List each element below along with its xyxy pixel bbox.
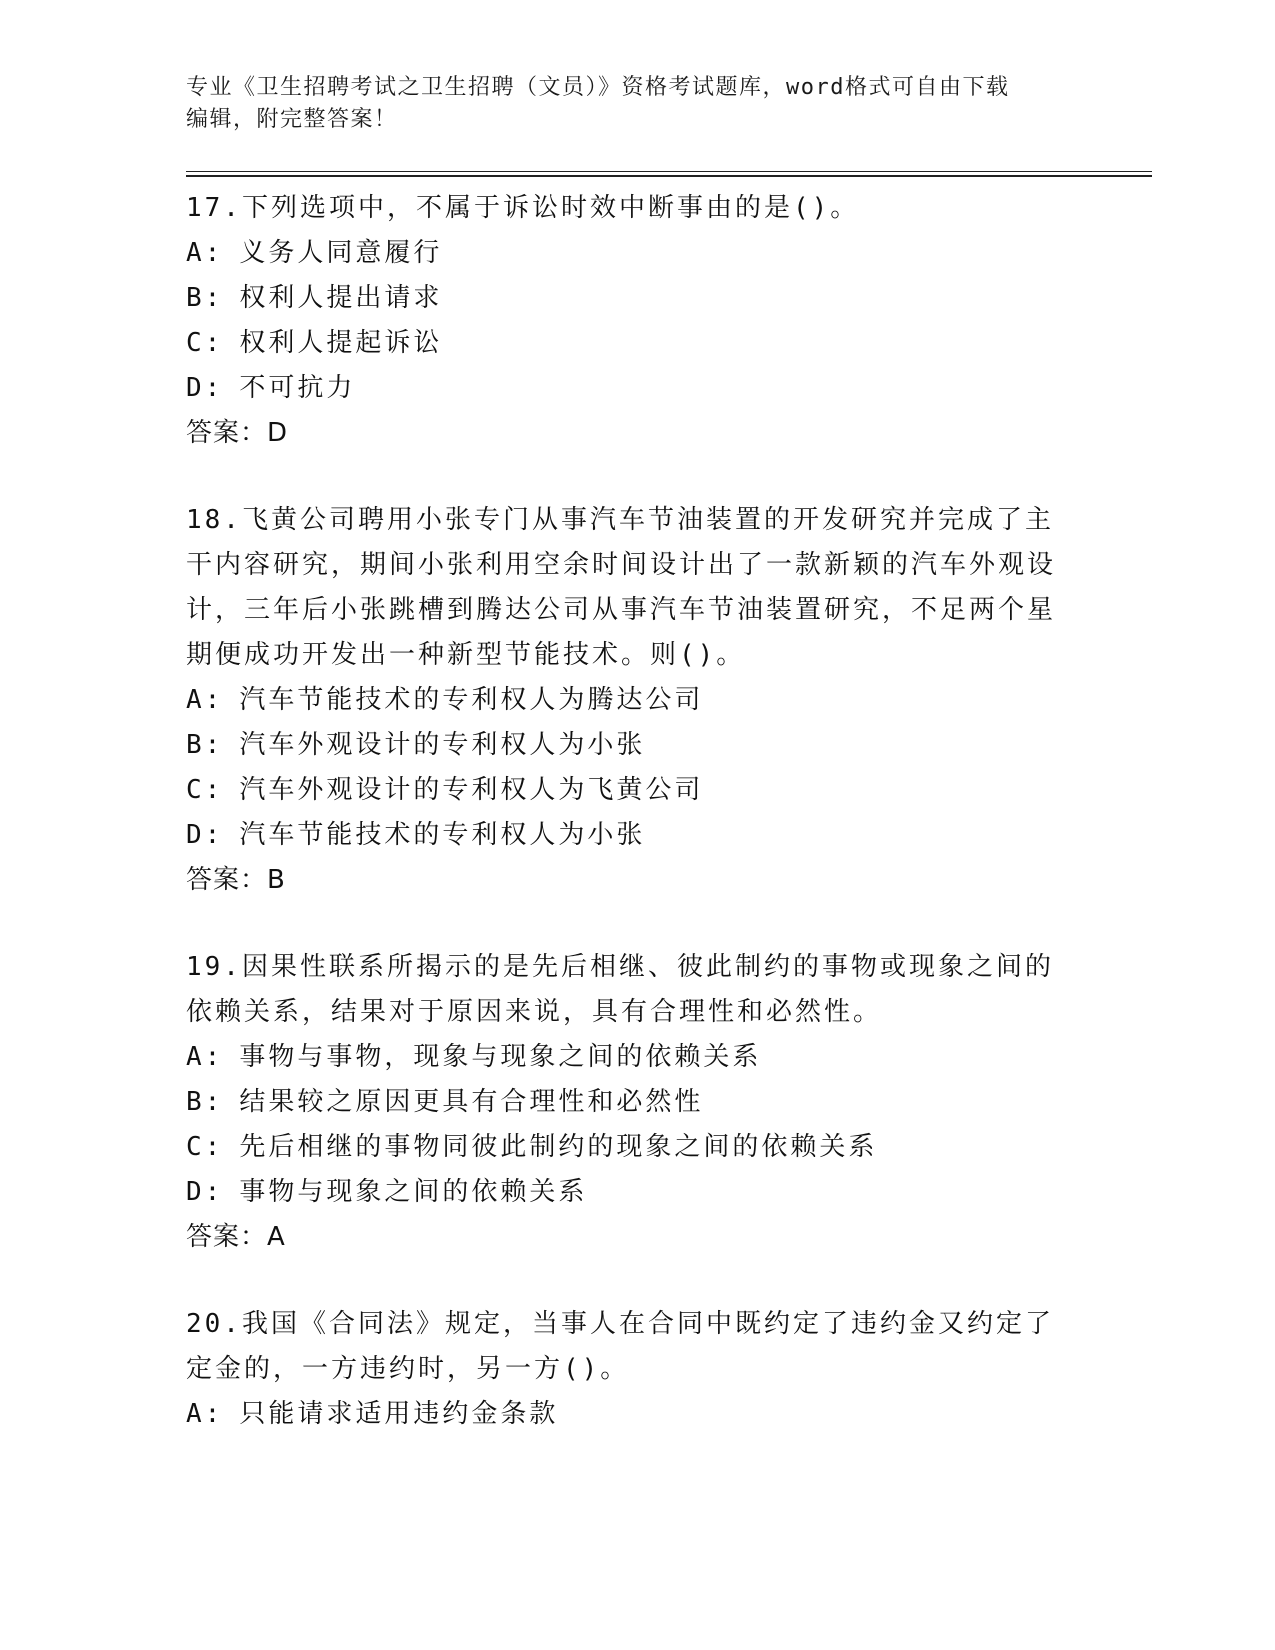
option-letter: B: bbox=[186, 1087, 224, 1117]
option-d bbox=[186, 1170, 1066, 1215]
question-19 bbox=[186, 945, 1066, 1260]
option-text: 汽车节能技术的专利权人为小张 bbox=[239, 820, 646, 850]
option-letter: D: bbox=[186, 373, 224, 403]
option-text: 不可抗力 bbox=[239, 373, 356, 403]
option-b bbox=[186, 723, 1066, 768]
option-letter: B: bbox=[186, 283, 224, 313]
option-text: 结果较之原因更具有合理性和必然性 bbox=[239, 1087, 704, 1117]
option-d bbox=[186, 366, 1066, 411]
question-stem: 19.因果性联系所揭示的是先后相继、彼此制约的事物或现象之间的依赖关系，结果对于原因来说，具有合理性和必然性。 bbox=[186, 952, 1054, 1027]
question-17 bbox=[186, 186, 1066, 456]
option-letter: D: bbox=[186, 1177, 224, 1207]
option-letter: B: bbox=[186, 730, 224, 760]
option-text: 义务人同意履行 bbox=[239, 238, 443, 268]
option-text: 事物与现象之间的依赖关系 bbox=[239, 1177, 588, 1207]
option-text: 权利人提起诉讼 bbox=[239, 328, 443, 358]
option-text: 汽车外观设计的专利权人为飞黄公司 bbox=[239, 775, 704, 805]
option-letter: C: bbox=[186, 328, 224, 358]
question-list bbox=[186, 186, 1066, 1479]
option-a bbox=[186, 1035, 1066, 1080]
question-stem: 20.我国《合同法》规定，当事人在合同中既约定了违约金又约定了定金的，一方违约时，另一方()。 bbox=[186, 1309, 1054, 1384]
question-20 bbox=[186, 1302, 1066, 1437]
header-divider-thin bbox=[186, 171, 1152, 172]
option-letter: A: bbox=[186, 238, 224, 268]
option-c bbox=[186, 321, 1066, 366]
option-b bbox=[186, 276, 1066, 321]
answer-label: 答案：A bbox=[186, 1222, 286, 1252]
option-a bbox=[186, 678, 1066, 723]
option-letter: A: bbox=[186, 1399, 224, 1429]
option-a bbox=[186, 231, 1066, 276]
option-text: 汽车外观设计的专利权人为小张 bbox=[239, 730, 646, 760]
option-d bbox=[186, 813, 1066, 858]
question-stem: 17.下列选项中，不属于诉讼时效中断事由的是()。 bbox=[186, 193, 860, 223]
option-text: 只能请求适用违约金条款 bbox=[239, 1399, 559, 1429]
header-line-1: 专业《卫生招聘考试之卫生招聘（文员）》资格考试题库，word格式可自由下载 bbox=[186, 75, 1010, 100]
option-c bbox=[186, 1125, 1066, 1170]
option-letter: A: bbox=[186, 685, 224, 715]
answer-label: 答案：B bbox=[186, 865, 286, 895]
answer-label: 答案：D bbox=[186, 418, 289, 448]
option-letter: C: bbox=[186, 1132, 224, 1162]
question-stem: 18.飞黄公司聘用小张专门从事汽车节油装置的开发研究并完成了主干内容研究，期间小张利用空余时间设计出了一款新颖的汽车外观设计，三年后小张跳槽到腾达公司从事汽车节油装置研究，不足两个星期便成功开发出一种新型节能技术。则()。 bbox=[186, 505, 1057, 670]
option-b bbox=[186, 1080, 1066, 1125]
option-letter: D: bbox=[186, 820, 224, 850]
option-letter: C: bbox=[186, 775, 224, 805]
document-header bbox=[186, 72, 1066, 136]
option-text: 事物与事物，现象与现象之间的依赖关系 bbox=[239, 1042, 762, 1072]
option-text: 权利人提出请求 bbox=[239, 283, 443, 313]
header-divider-thick bbox=[186, 175, 1152, 177]
option-a bbox=[186, 1392, 1066, 1437]
option-text: 汽车节能技术的专利权人为腾达公司 bbox=[239, 685, 704, 715]
option-letter: A: bbox=[186, 1042, 224, 1072]
option-c bbox=[186, 768, 1066, 813]
option-text: 先后相继的事物同彼此制约的现象之间的依赖关系 bbox=[239, 1132, 878, 1162]
question-18 bbox=[186, 498, 1066, 903]
header-line-2: 编辑，附完整答案！ bbox=[186, 107, 398, 132]
